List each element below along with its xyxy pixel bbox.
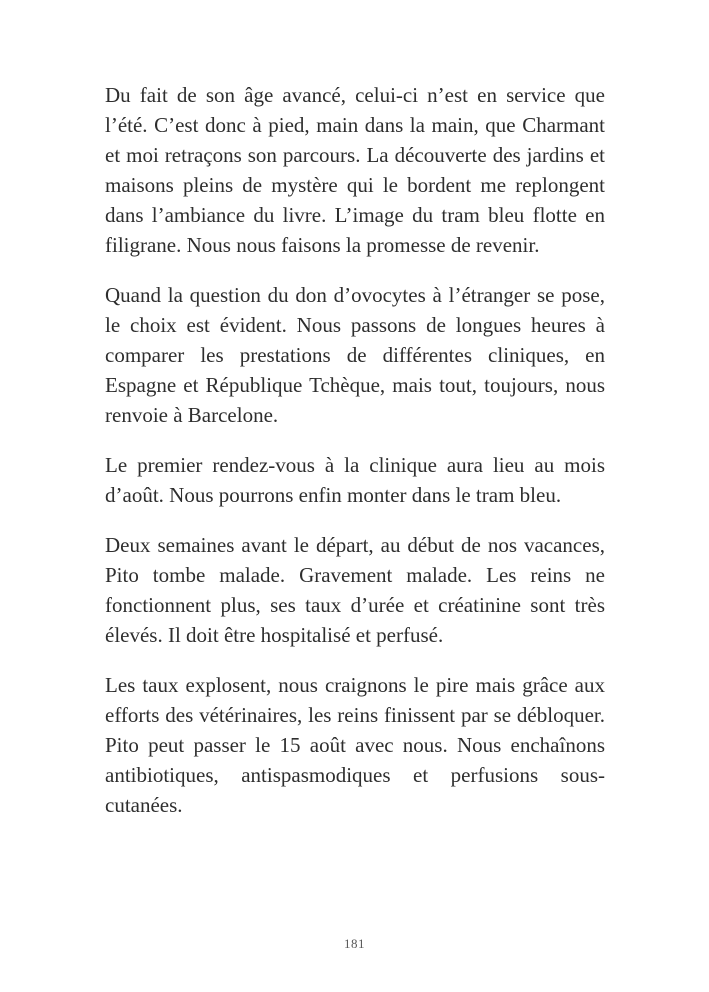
paragraph: Quand la question du don d’ovocytes à l’étranger se pose, le choix est évident. Nous passons de longues heures à comparer les prestations de différentes cliniques, en Espagne et République Tchèque, mais tout, toujours, nous renvoie à Barcelone. xyxy=(105,283,605,427)
paragraph: Du fait de son âge avancé, celui-ci n’est en service que l’été. C’est donc à pied, main dans la main, que Charmant et moi retraçons son parcours. La découverte des jardins et maisons pleins de mystère qui le bordent me replongent dans l’ambiance du livre. L’image du tram bleu flotte en filigrane. Nous nous faisons la promesse de revenir. xyxy=(105,83,605,257)
page-number: 181 xyxy=(344,936,365,951)
page-text xyxy=(105,80,605,840)
paragraph: Les taux explosent, nous craignons le pire mais grâce aux efforts des vétérinaires, les reins finissent par se débloquer. Pito peut passer le 15 août avec nous. Nous enchaînons antibiotiques, antispasmodiques et perfusions sous-cutanées. xyxy=(105,673,605,817)
paragraph: Deux semaines avant le départ, au début de nos vacances, Pito tombe malade. Gravement malade. Les reins ne fonctionnent plus, ses taux d’urée et créatinine sont très élevés. Il doit être hospitalisé et perfusé. xyxy=(105,533,605,647)
paragraph: Le premier rendez-vous à la clinique aura lieu au mois d’août. Nous pourrons enfin monter dans le tram bleu. xyxy=(105,453,605,507)
